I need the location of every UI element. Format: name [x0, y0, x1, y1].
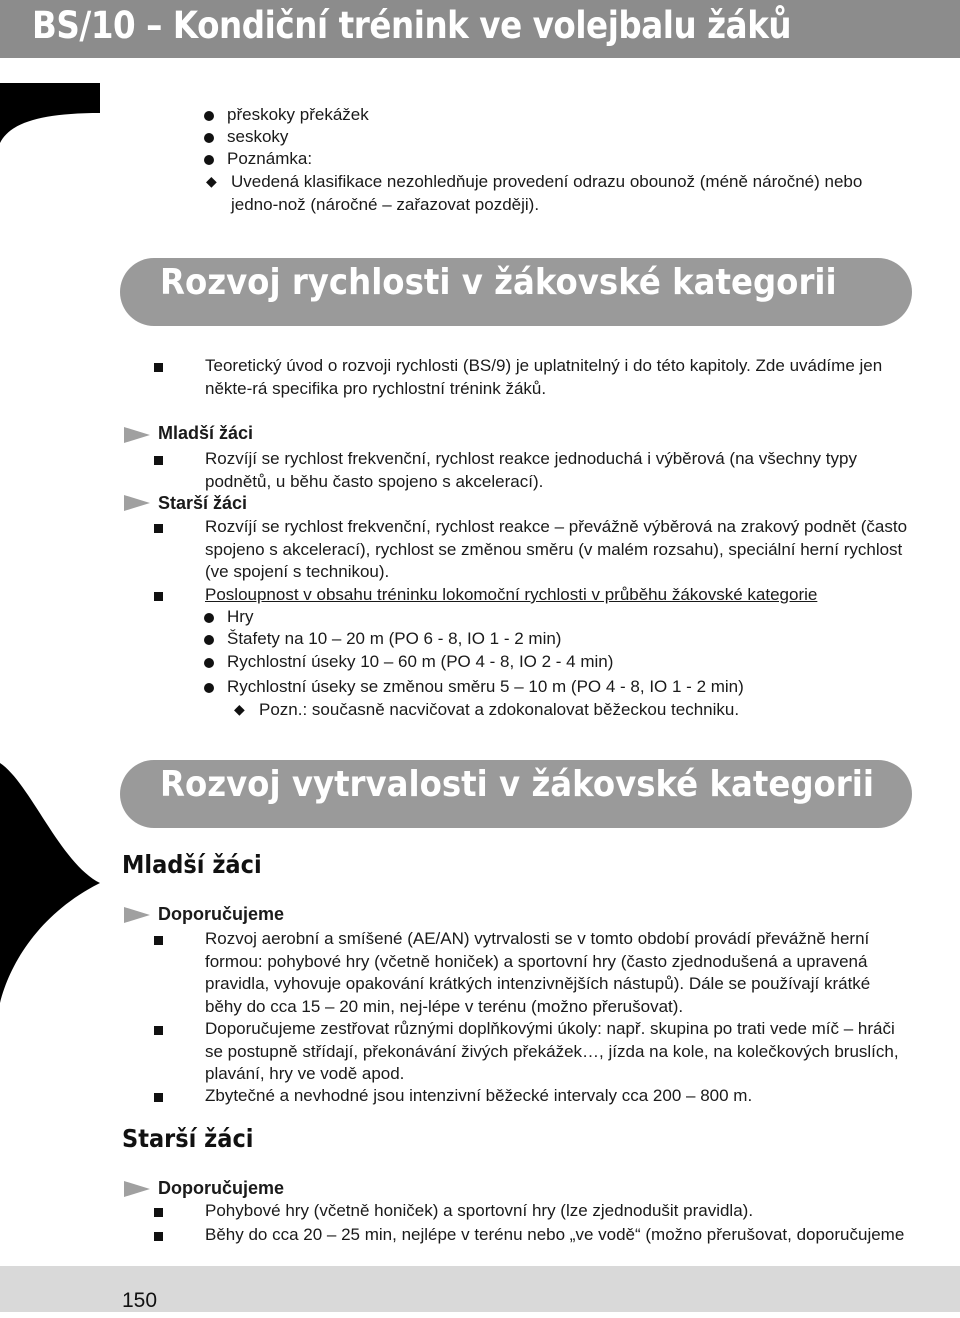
arrow-icon	[124, 1181, 150, 1197]
list-item: Hry	[227, 606, 253, 629]
paragraph: Rozvíjí se rychlost frekvenční, rychlost reakce jednoduchá i výběrová (na všechny typy podnětů, u běhu často spojeno s akcelerací).	[205, 448, 911, 493]
subsection-heading: Starší žáci	[122, 1124, 254, 1153]
intro-text: Teoretický úvod o rozvoji rychlosti (BS/9) je uplatnitelný i do této kapitoly. Zde uvádíme jen někte-rá specifika pro rychlostní trénink žáků.	[205, 355, 911, 400]
page-title: BS/10 – Kondiční trénink ve volejbalu žáků	[32, 4, 792, 47]
paragraph: Běhy do cca 20 – 25 min, nejlépe v terénu nebo „ve vodě“ (možno přerušovat, doporučujeme	[205, 1224, 904, 1247]
note-text: ◆ Pozn.: současně nacvičovat a zdokonalovat běžeckou techniku.	[259, 699, 739, 722]
list-item: Poznámka:	[227, 148, 312, 171]
recommend-heading: Doporučujeme	[158, 1178, 285, 1198]
left-margin-decoration	[0, 58, 100, 1318]
section-heading-pill	[120, 760, 912, 828]
paragraph: Rozvoj aerobní a smíšené (AE/AN) vytrvalosti se v tomto období provádí převážně herní formou: pohybové hry (včetně honiček) a sportovní hry (často zjednodušená a upravená pravidla, vyhovuje opakování krátkých intenzivnějších nástupů). Dále se používají krátké běhy do cca 15 – 20 min, nej-lépe v terénu (možno přerušovat).	[205, 928, 911, 1018]
header-band	[0, 0, 960, 58]
arrow-icon	[124, 907, 150, 923]
paragraph: Zbytečné a nevhodné jsou intenzivní běžecké intervaly cca 200 – 800 m.	[205, 1085, 752, 1108]
sequence-title: Posloupnost v obsahu tréninku lokomoční rychlosti v průběhu žákovské kategorie	[205, 584, 817, 607]
list-item: přeskoky překážek	[227, 104, 369, 127]
subsection-heading: Starší žáci	[158, 493, 248, 513]
paragraph: Pohybové hry (včetně honiček) a sportovní hry (lze zjednodušit pravidla).	[205, 1200, 753, 1223]
list-item: Rychlostní úseky se změnou směru 5 – 10 m (PO 4 - 8, IO 1 - 2 min)	[227, 676, 744, 699]
arrow-icon	[124, 495, 150, 511]
list-item: seskoky	[227, 126, 288, 149]
list-item: Rychlostní úseky 10 – 60 m (PO 4 - 8, IO 2 - 4 min)	[227, 651, 613, 674]
recommend-heading: Doporučujeme	[158, 904, 285, 924]
paragraph: Rozvíjí se rychlost frekvenční, rychlost reakce – převážně výběrová na zrakový podnět (často spojeno s akcelerací), rychlost se změnou směru (v malém rozsahu), speciální herní rychlost (ve spojení s technikou).	[205, 516, 911, 584]
page-number: 150	[122, 1289, 158, 1312]
note-text: ◆ Uvedená klasifikace nezohledňuje provedení odrazu obounož (méně náročné) nebo jedno-nož (náročné – zařazovat později).	[231, 171, 911, 216]
subsection-heading: Mladší žáci	[122, 850, 262, 879]
list-item: Štafety na 10 – 20 m (PO 6 - 8, IO 1 - 2 min)	[227, 628, 561, 651]
section-title: Rozvoj rychlosti v žákovské kategorii	[160, 262, 837, 303]
section-heading-pill	[120, 258, 912, 326]
subsection-heading: Mladší žáci	[158, 423, 254, 443]
paragraph: Doporučujeme zestřovat různými doplňkovými úkoly: např. skupina po trati vede míč – hráči se postupně střídají, překonávání živých překážek…, jízda na kole, na kolečkových bruslích, plavání, hry ve vodě apod.	[205, 1018, 911, 1086]
arrow-icon	[124, 427, 150, 443]
section-title: Rozvoj vytrvalosti v žákovské kategorii	[160, 764, 874, 805]
